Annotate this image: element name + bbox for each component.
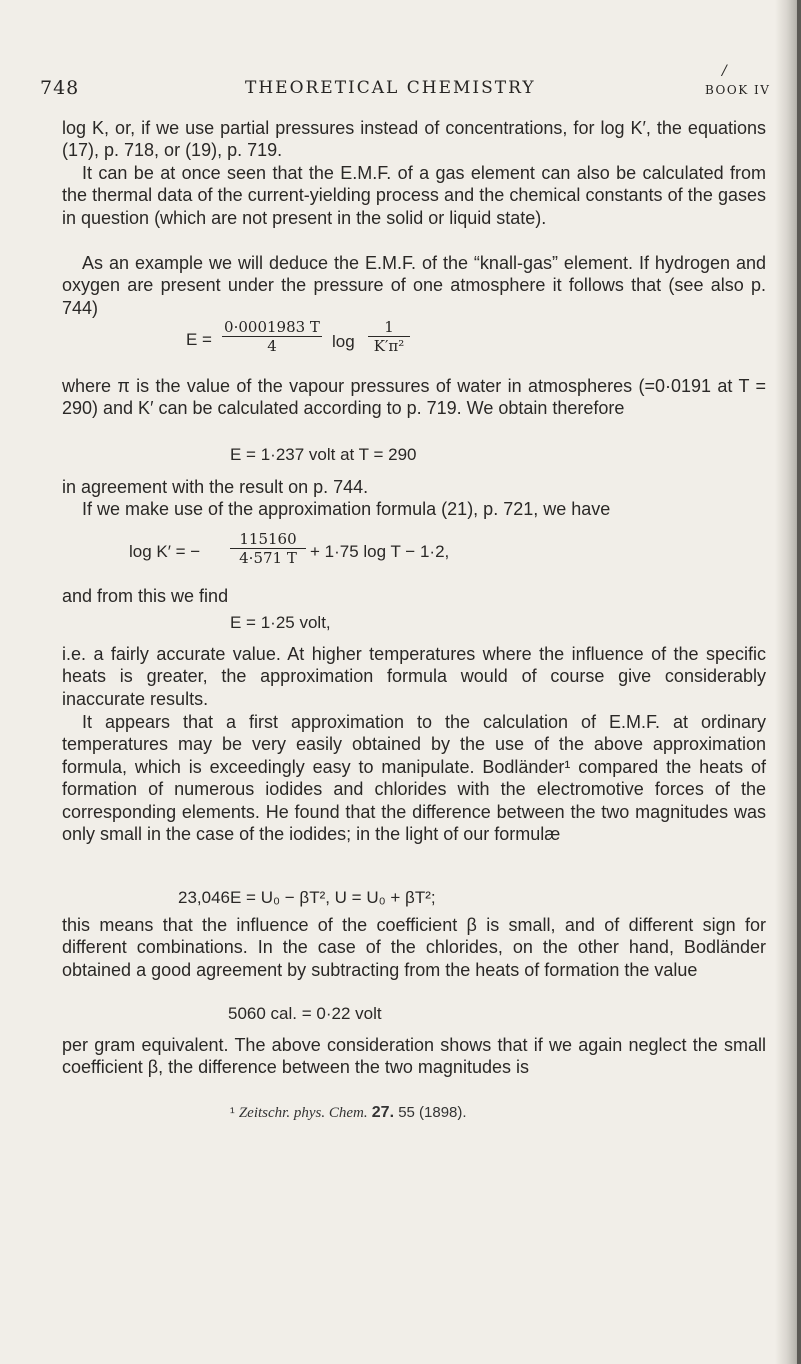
eq3-numerator: 115160	[230, 530, 306, 549]
pencil-mark: /	[722, 63, 727, 79]
footnote-marker: ¹	[230, 1104, 235, 1120]
eq3-fraction	[230, 530, 306, 567]
page-edge	[797, 0, 801, 1364]
eq1-numerator: 0·0001983 T	[222, 318, 322, 337]
equation-emf-approx: E = 1·25 volt,	[230, 613, 331, 632]
paragraph-5: in agreement with the result on p. 744.	[62, 477, 369, 497]
page-number: 748	[40, 77, 80, 99]
paragraph-1: log K, or, if we use partial pressures instead of concentrations, for log K′, the equations (17), p. 718, or (19), p. 719.	[62, 118, 766, 161]
running-head-title: THEORETICAL CHEMISTRY	[245, 78, 536, 98]
eq1-lhs: E =	[186, 330, 212, 349]
book-label: BOOK IV	[705, 83, 771, 97]
equation-emf-result: E = 1·237 volt at T = 290	[230, 445, 417, 464]
paragraph-4: where π is the value of the vapour pressures of water in atmospheres (=0·0191 at T = 290) and K′ can be calculated according to p. 719. We obtain therefore	[62, 376, 766, 419]
paragraph-3: As an example we will deduce the E.M.F. of the “knall-gas” element. If hydrogen and oxygen are present under the pressure of one atmosphere it follows that (see also p. 744)	[62, 253, 766, 318]
eq3-lhs: log K′ = −	[129, 542, 201, 561]
running-header	[0, 63, 801, 107]
paragraph-10: this means that the influence of the coefficient β is small, and of different sign for different combinations. In the case of the chlorides, on the other hand, Bodländer obtained a good agreement by subtracting from the heats of formation the value	[62, 915, 766, 980]
paragraph-6: If we make use of the approximation formula (21), p. 721, we have	[82, 499, 611, 519]
eq1-fraction-2-denominator: K′π²	[373, 337, 405, 355]
eq1-fraction-2-numerator: 1	[368, 318, 410, 337]
footnote-rest: 55 (1898).	[398, 1104, 467, 1121]
eq1-fraction-2	[368, 318, 410, 355]
paragraph-7: and from this we find	[62, 586, 229, 606]
equation-bodlander: 23,046E = U₀ − βT², U = U₀ + βT²;	[178, 888, 436, 907]
footnote	[230, 1104, 467, 1122]
equation-correction-value: 5060 cal. = 0·22 volt	[228, 1004, 382, 1023]
paragraph-2: It can be at once seen that the E.M.F. of a gas element can also be calculated from the thermal data of the current-yielding process and the chemical constants of the gases in question (which are not present in the solid or liquid state).	[62, 163, 766, 228]
paragraph-8: i.e. a fairly accurate value. At higher temperatures where the influence of the specific heats is greater, the approximation formula would of course give considerably inaccurate results.	[62, 644, 766, 709]
footnote-journal: Zeitschr. phys. Chem.	[238, 1105, 368, 1121]
eq3-denominator: 4·571 T	[239, 549, 297, 567]
eq3-rhs: + 1·75 log T − 1·2,	[310, 542, 450, 561]
eq1-denominator: 4	[267, 337, 277, 355]
paragraph-9: It appears that a first approximation to the calculation of E.M.F. at ordinary temperatures may be very easily obtained by the use of the above approximation formula, which is exceedingly easy to manipulate. Bodländer¹ compared the heats of formation of numerous iodides and chlorides with the electromotive forces of the corresponding elements. He found that the difference between the two magnitudes was only small in the case of the iodides; in the light of our formulæ	[62, 712, 766, 845]
footnote-volume: 27.	[371, 1104, 395, 1121]
eq1-log: log	[332, 332, 355, 351]
eq1-fraction	[222, 318, 322, 355]
paragraph-11: per gram equivalent. The above consideration shows that if we again neglect the small coefficient β, the difference between the two magnitudes is	[62, 1035, 766, 1078]
